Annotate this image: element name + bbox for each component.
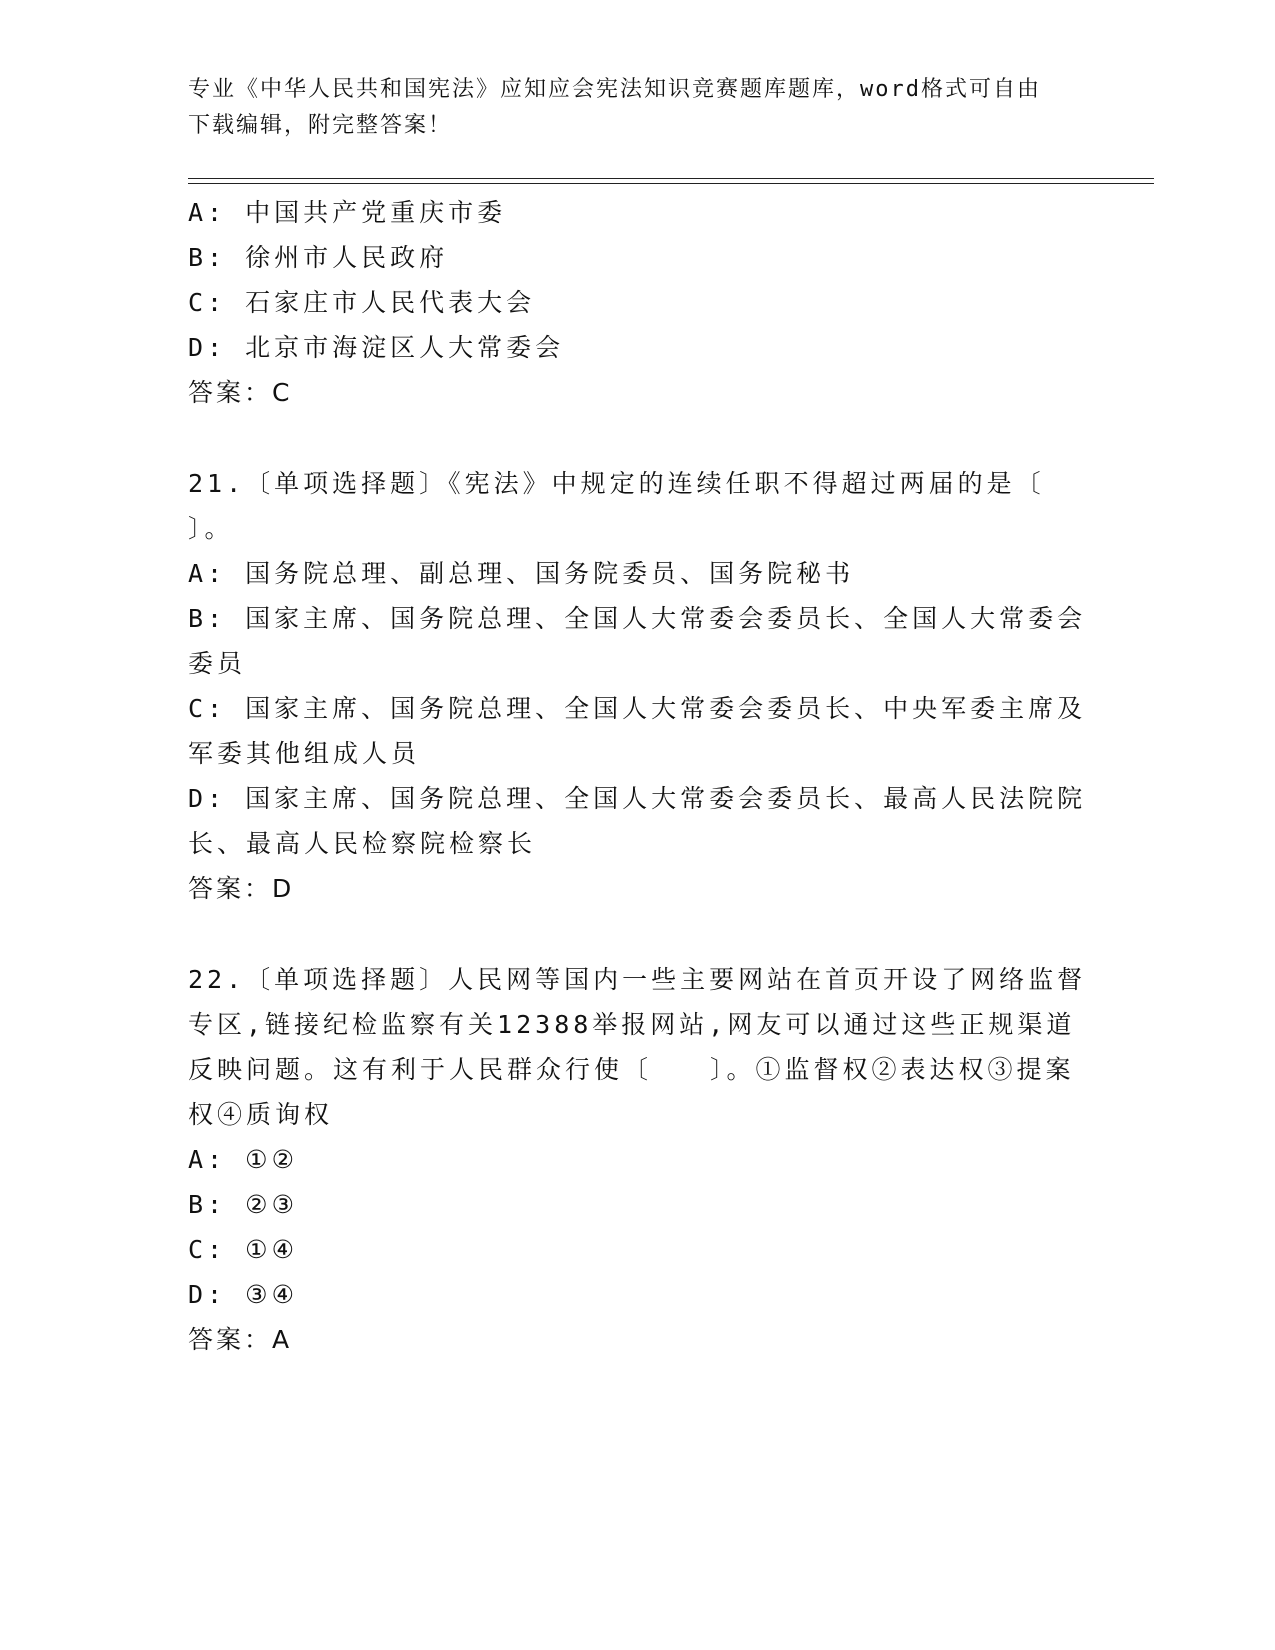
header-divider-top bbox=[188, 178, 1154, 179]
prev-question-block bbox=[188, 190, 1088, 415]
document-header bbox=[188, 72, 1088, 144]
question-stem: 〕。 bbox=[188, 514, 234, 543]
option-d: D: ③④ bbox=[188, 1280, 298, 1309]
header-divider-bottom bbox=[188, 183, 1154, 184]
option-b: B: 国家主席、国务院总理、全国人大常委会委员长、全国人大常委会 bbox=[188, 604, 1087, 633]
answer: 答案：A bbox=[188, 1325, 293, 1354]
option-b-continued: 委员 bbox=[188, 649, 247, 678]
header-line-1: 专业《中华人民共和国宪法》应知应会宪法知识竞赛题库题库，word格式可自由 bbox=[188, 77, 1041, 102]
option-c-continued: 军委其他组成人员 bbox=[188, 739, 421, 768]
option-d: D: 国家主席、国务院总理、全国人大常委会委员长、最高人民法院院 bbox=[188, 784, 1087, 813]
question-22-block bbox=[188, 957, 1088, 1362]
question-stem: 反映问题。这有利于人民群众行使〔 〕。①监督权②表达权③提案 bbox=[188, 1055, 1075, 1084]
question-stem: 专区,链接纪检监察有关12388举报网站,网友可以通过这些正规渠道 bbox=[188, 1010, 1076, 1039]
question-stem: 权④质询权 bbox=[188, 1100, 334, 1129]
option-a: A: 中国共产党重庆市委 bbox=[188, 198, 507, 227]
option-d-continued: 长、最高人民检察院检察长 bbox=[188, 829, 537, 858]
option-c: C: ①④ bbox=[188, 1235, 298, 1264]
option-c: C: 国家主席、国务院总理、全国人大常委会委员长、中央军委主席及 bbox=[188, 694, 1087, 723]
option-c: C: 石家庄市人民代表大会 bbox=[188, 288, 536, 317]
option-b: B: 徐州市人民政府 bbox=[188, 243, 449, 272]
question-stem: 21.〔单项选择题〕《宪法》中规定的连续任职不得超过两届的是〔 bbox=[188, 469, 1045, 498]
option-a: A: ①② bbox=[188, 1145, 298, 1174]
question-21-block bbox=[188, 461, 1088, 911]
answer: 答案：C bbox=[188, 378, 293, 407]
option-d: D: 北京市海淀区人大常委会 bbox=[188, 333, 565, 362]
question-stem: 22.〔单项选择题〕人民网等国内一些主要网站在首页开设了网络监督 bbox=[188, 965, 1087, 994]
option-a: A: 国务院总理、副总理、国务院委员、国务院秘书 bbox=[188, 559, 855, 588]
question-content bbox=[188, 190, 1088, 1362]
header-line-2: 下载编辑，附完整答案！ bbox=[188, 113, 453, 138]
answer: 答案：D bbox=[188, 874, 295, 903]
option-b: B: ②③ bbox=[188, 1190, 298, 1219]
